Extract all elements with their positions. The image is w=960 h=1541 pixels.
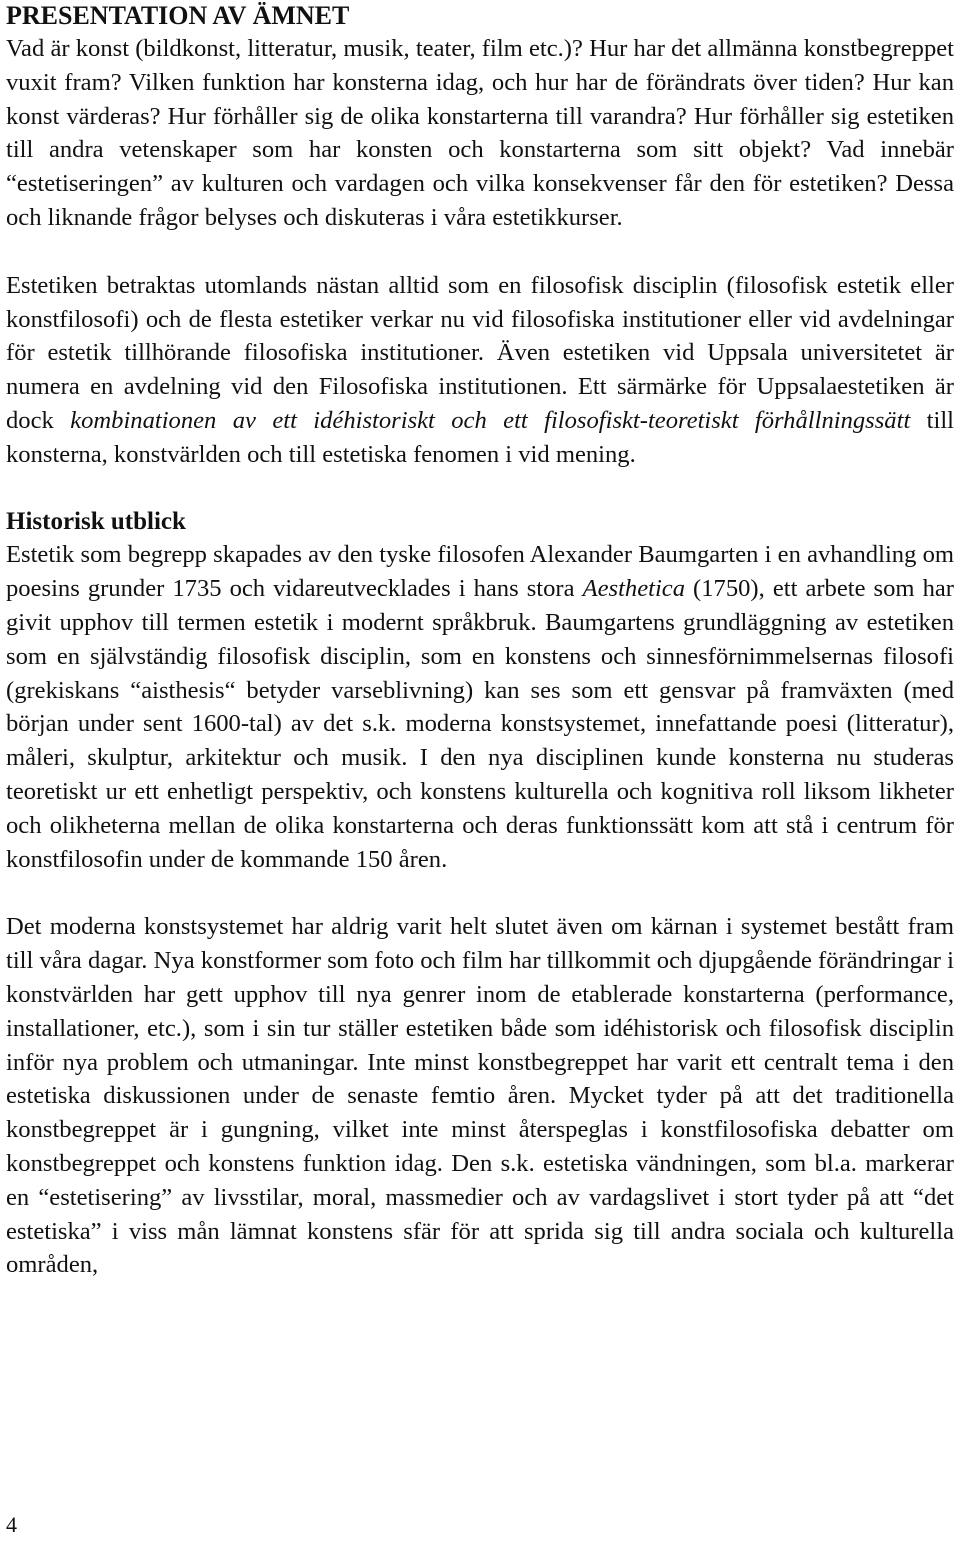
estetik-paragraph-text-2: till konsterna, konstvärlden och till estetiska fenomen i vid mening.: [6, 406, 954, 468]
intro-paragraph-text: Vad är konst (bildkonst, litteratur, musik, teater, film etc.)? Hur har det allmänna konstbegreppet vuxit fram? Vilken funktion har konsterna idag, och hur har de förändrats över tiden? Hur kan konst värderas? Hur förhåller sig de olika konstarterna till varandra? Hur förhåller sig estetiken till andra vetenskaper som har konsten och konstarterna som sitt objekt? Vad innebär “estetiseringen” av kulturen och vardagen och vilka konsekvenser får den för estetiken? Dessa och liknande frågor belyses och diskuteras i våra estetikkurser.: [6, 35, 954, 231]
modern-system-paragraph: [6, 910, 954, 1282]
history-paragraph-text-2: (1750), ett arbete som har givit upphov till termen estetik i modernt språkbruk. Baumgartens grundläggning av estetiken som en självständig filosofisk disciplin, som en konstens och sinnesförnimmelsernas filosofi (grekiskans “aisthesis“ betyder varseblivning) kan ses som ett gensvar på framväxten (med början under sent 1600-tal) av det s.k. moderna konstsystemet, innefattande poesi (litteratur), måleri, skulptur, arkitektur och musik. I den nya disciplinen kunde konsterna nu studeras teoretiskt ur ett enhetligt perspektiv, och konstens kulturella och kognitiva roll liksom likheter och olikheterna mellan de olika konstarterna och deras funktionssätt kom att stå i centrum för konstfilosofin under de kommande 150 åren.: [6, 575, 955, 873]
modern-system-paragraph-text: Det moderna konstsystemet har aldrig varit helt slutet även om kärnan i systemet bestått fram till våra dagar. Nya konstformer som foto och film har tillkommit och djupgående förändringar i konstvärlden har gett upphov till nya genrer inom de etablerade konstarterna (performance, installationer, etc.), som i sin tur ställer estetiken både som idéhistorisk och filosofisk disciplin inför nya problem och utmaningar. Inte minst konstbegreppet har varit ett centralt tema i den estetiska diskussionen under de senaste femtio åren. Mycket tyder på att det traditionella konstbegreppet är i gungning, vilket inte minst återspeglas i konstfilosofiska debatter om konstbegreppet och konstens funktion idag. Den s.k. estetiska vändningen, som bl.a. markerar en “estetisering” av livsstilar, moral, massmedier och av vardagslivet i stort tyder på att “det estetiska” i viss mån lämnat konstens sfär för att sprida sig till andra sociala och kulturella områden,: [6, 913, 954, 1279]
estetik-paragraph: [6, 269, 954, 472]
section-title-historisk-utblick: Historisk utblick: [6, 507, 186, 535]
estetik-paragraph-italic: kombinationen av ett idéhistoriskt och ett filosofiskt-teoretiskt förhållningssätt: [70, 406, 911, 434]
page-number: 4: [6, 1512, 17, 1537]
history-paragraph: [6, 538, 954, 876]
intro-paragraph: [6, 32, 954, 235]
history-paragraph-italic: Aesthetica: [582, 575, 686, 603]
document-page: [6, 0, 954, 1282]
estetik-paragraph-text-1: Estetiken betraktas utomlands nästan alltid som en filosofisk disciplin (filosofisk estetik eller konstfilosofi) och de flesta estetiker verkar nu vid filosofiska institutioner eller vid avdelningar för estetik tillhörande filosofiska institutioner. Även estetiken vid Uppsala universitetet är numera en avdelning vid den Filosofiska institutionen. Ett särmärke för Uppsalaestetiken är dock: [6, 271, 954, 434]
section-title-presentation: PRESENTATION AV ÄMNET: [6, 1, 350, 30]
history-paragraph-text-1: Estetik som begrepp skapades av den tyske filosofen Alexander Baumgarten i en avhandling om poesins grunder 1735 och vidareutvecklades i hans stora: [6, 541, 954, 603]
